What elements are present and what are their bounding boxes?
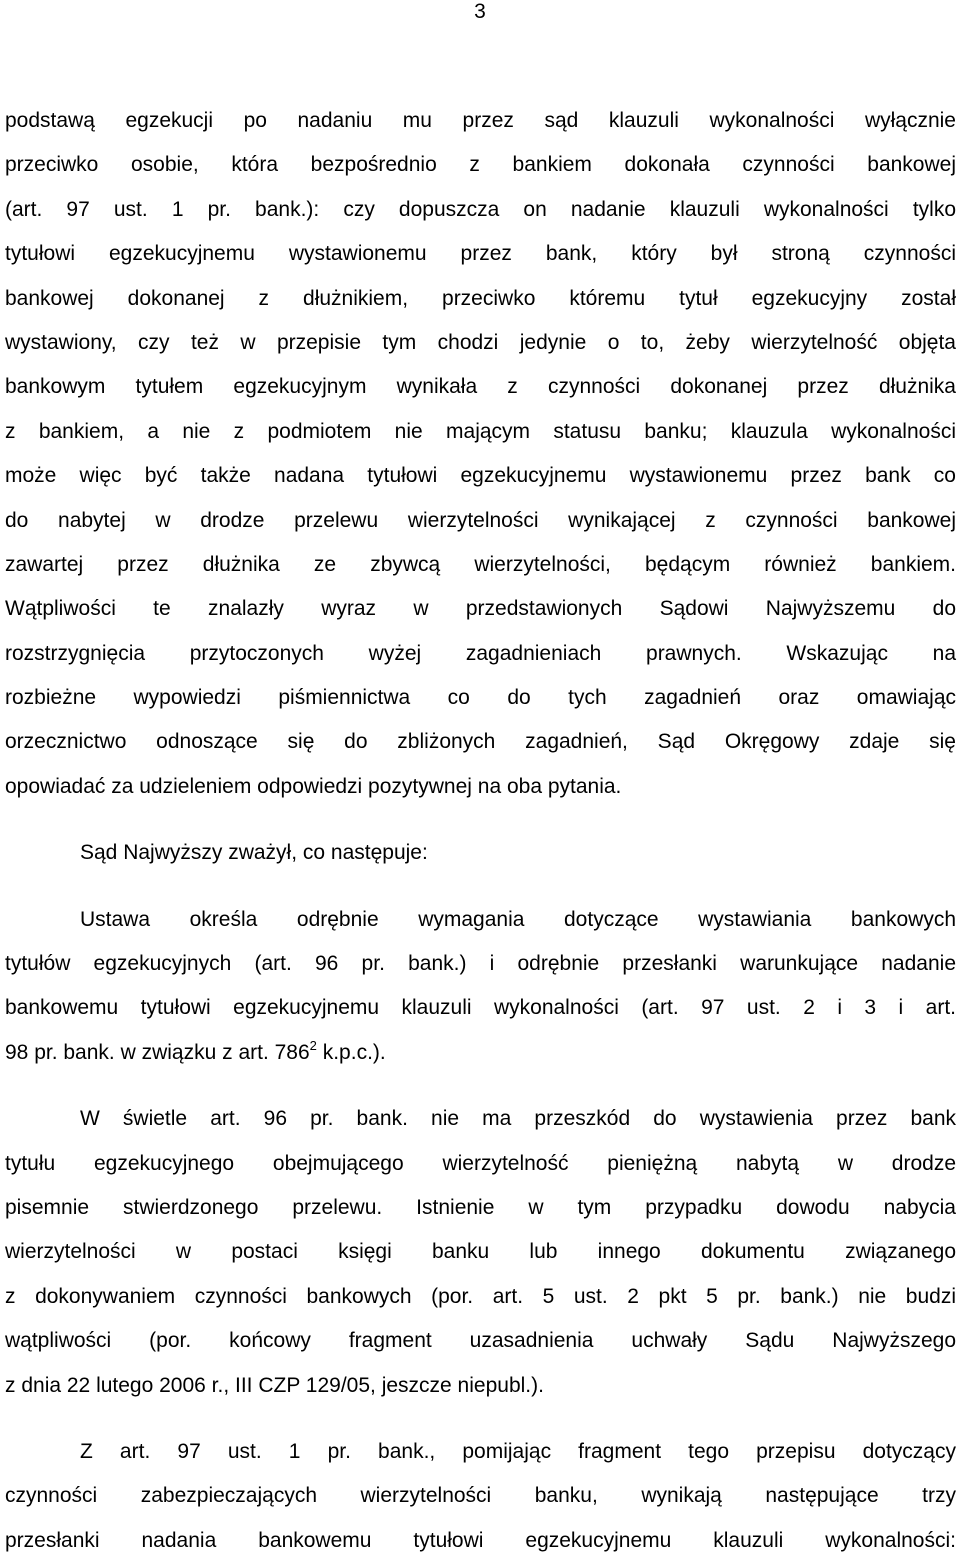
paragraph-gap	[5, 1408, 956, 1430]
text-line: rozbieżne wypowiedzi piśmiennictwa co do tych zagadnień oraz omawiając	[5, 686, 956, 710]
text-line: tytułu egzekucyjnego obejmującego wierzytelność pieniężną nabytą w drodze	[5, 1151, 956, 1175]
section-heading: Sąd Najwyższy zważył, co następuje:	[80, 841, 428, 865]
text-line: (art. 97 ust. 1 pr. bank.): czy dopuszcza on nadanie klauzuli wykonalności tylko	[5, 197, 956, 221]
text-line: przesłanki nadania bankowemu tytułowi egzekucyjnemu klauzuli wykonalności:	[5, 1528, 956, 1552]
text-line: Wątpliwości te znalazły wyraz w przedstawionych Sądowi Najwyższemu do	[5, 597, 956, 621]
text-line: W świetle art. 96 pr. bank. nie ma przeszkód do wystawienia przez bank	[80, 1107, 956, 1131]
paragraph-gap	[5, 809, 956, 831]
text-line: bankowym tytułem egzekucyjnym wynikała z czynności dokonanej przez dłużnika	[5, 375, 956, 399]
document-body	[5, 99, 956, 1563]
text-line	[5, 1031, 956, 1075]
text-line: z dokonywaniem czynności bankowych (por. art. 5 ust. 2 pkt 5 pr. bank.) nie budzi	[5, 1284, 956, 1308]
text-line: do nabytej w drodze przelewu wierzytelności wynikającej z czynności bankowej	[5, 508, 956, 532]
paragraph-gap	[5, 876, 956, 898]
text-line: z dnia 22 lutego 2006 r., III CZP 129/05, jeszcze niepubl.).	[5, 1373, 544, 1397]
text-line: pisemnie stwierdzonego przelewu. Istnienie w tym przypadku dowodu nabycia	[5, 1195, 956, 1219]
text-line: zawartej przez dłużnika ze zbywcą wierzytelności, będącym również bankiem.	[5, 552, 956, 576]
text-line: tytułów egzekucyjnych (art. 96 pr. bank.) i odrębnie przesłanki warunkujące nadanie	[5, 952, 956, 976]
paragraph-gap	[5, 1075, 956, 1097]
text-line: bankowej dokonanej z dłużnikiem, przeciwko któremu tytuł egzekucyjny został	[5, 286, 956, 310]
text-line: opowiadać za udzieleniem odpowiedzi pozytywnej na oba pytania.	[5, 774, 622, 798]
text-line: Z art. 97 ust. 1 pr. bank., pomijając fragment tego przepisu dotyczący	[80, 1439, 956, 1463]
text-line: bankowemu tytułowi egzekucyjnemu klauzuli wykonalności (art. 97 ust. 2 i 3 i art.	[5, 996, 956, 1020]
text-line: Ustawa określa odrębnie wymagania dotyczące wystawiania bankowych	[80, 907, 956, 931]
text-line: podstawą egzekucji po nadaniu mu przez sąd klauzuli wykonalności wyłącznie	[5, 109, 956, 132]
text-line: z bankiem, a nie z podmiotem nie mającym statusu banku; klauzula wykonalności	[5, 419, 956, 443]
text-fragment: k.p.c.).	[316, 1040, 386, 1064]
text-line: przeciwko osobie, która bezpośrednio z bankiem dokonała czynności bankowej	[5, 153, 956, 177]
text-line: wątpliwości (por. końcowy fragment uzasadnienia uchwały Sądu Najwyższego	[5, 1329, 956, 1353]
text-line: może więc być także nadana tytułowi egzekucyjnemu wystawionemu przez bank co	[5, 464, 956, 488]
text-line: tytułowi egzekucyjnemu wystawionemu przez bank, który był stroną czynności	[5, 242, 956, 266]
text-fragment: 98 pr. bank. w związku z art. 786	[5, 1040, 310, 1064]
text-line: wierzytelności w postaci księgi banku lub innego dokumentu związanego	[5, 1240, 956, 1264]
superscript: 2	[309, 1037, 317, 1053]
text-line: orzecznictwo odnoszące się do zbliżonych zagadnień, Sąd Okręgowy zdaje się	[5, 730, 956, 754]
text-line: wystawiony, czy też w przepisie tym chodzi jedynie o to, żeby wierzytelność objęta	[5, 330, 956, 354]
page-number: 3	[474, 0, 486, 23]
text-line: czynności zabezpieczających wierzytelności banku, wynikają następujące trzy	[5, 1484, 956, 1508]
text-line: rozstrzygnięcia przytoczonych wyżej zagadnieniach prawnych. Wskazując na	[5, 641, 956, 665]
